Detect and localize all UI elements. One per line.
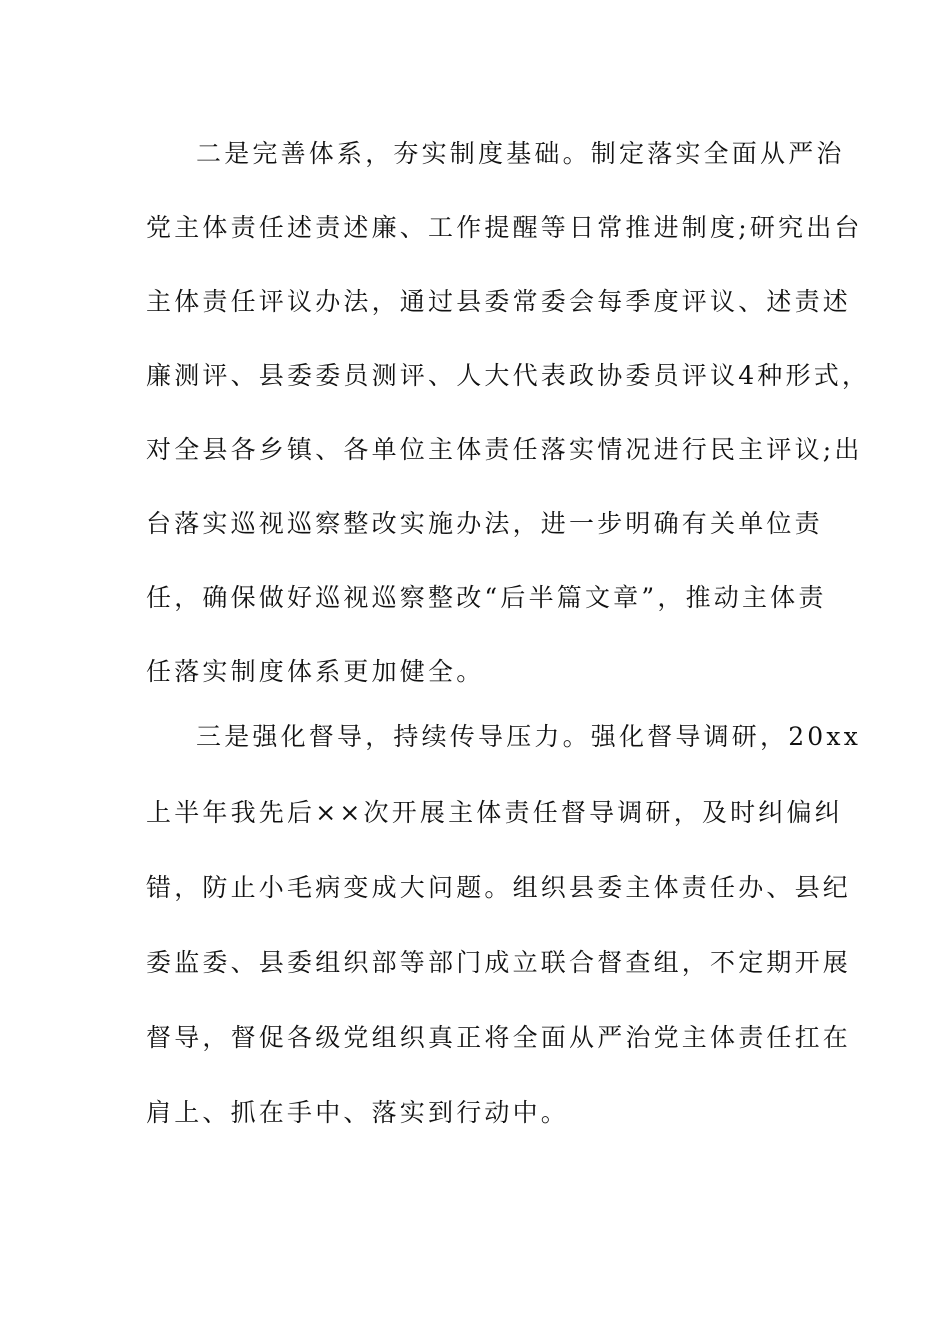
paragraph-line: 督导，督促各级党组织真正将全面从严治党主体责任扛在 — [146, 1023, 852, 1052]
paragraph-line: 肩上、抓在手中、落实到行动中。 — [146, 1098, 570, 1127]
paragraph-line: 任，确保做好巡视巡察整改“后半篇文章”，推动主体责 — [146, 583, 827, 612]
paragraph-line: 主体责任评议办法，通过县委常委会每季度评议、述责述 — [146, 287, 852, 316]
paragraph-line: 党主体责任述责述廉、工作提醒等日常推进制度;研究出台 — [146, 213, 863, 242]
paragraph-line: 台落实巡视巡察整改实施办法，进一步明确有关单位责 — [146, 509, 823, 538]
paragraph-line: 错，防止小毛病变成大问题。组织县委主体责任办、县纪 — [146, 873, 852, 902]
paragraph-line: 三是强化督导，持续传导压力。强化督导调研，20xx — [196, 722, 862, 751]
paragraph-line: 二是完善体系，夯实制度基础。制定落实全面从严治 — [196, 139, 845, 168]
paragraph-line: 委监委、县委组织部等部门成立联合督查组，不定期开展 — [146, 948, 852, 977]
paragraph-line: 对全县各乡镇、各单位主体责任落实情况进行民主评议;出 — [146, 435, 863, 464]
paragraph-line: 任落实制度体系更加健全。 — [146, 657, 485, 686]
paragraph-line: 廉测评、县委委员测评、人大代表政协委员评议4种形式， — [146, 361, 871, 390]
paragraph-line: 上半年我先后××次开展主体责任督导调研，及时纠偏纠 — [146, 798, 843, 827]
